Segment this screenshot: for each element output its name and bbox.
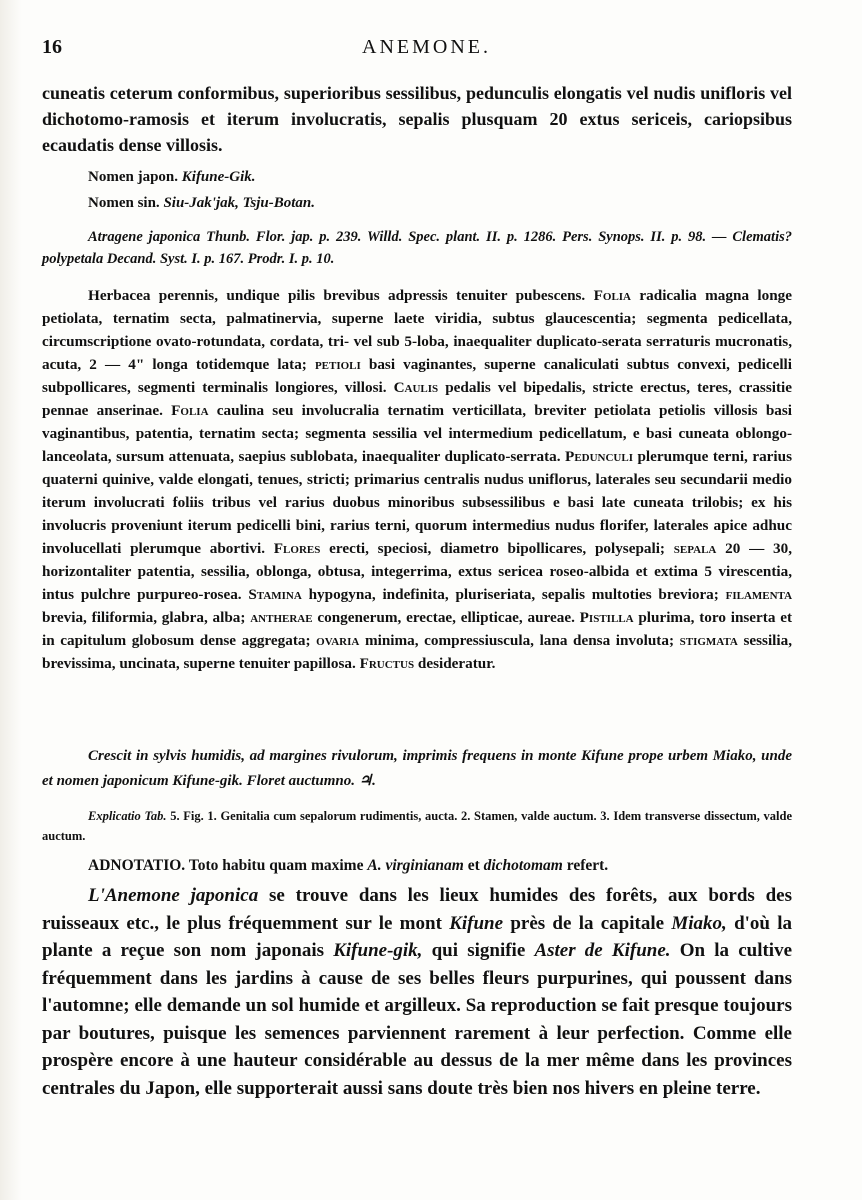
organ-label-antherae: antherae	[250, 609, 313, 626]
french-text: d'où la plante a reçue son nom japonais	[42, 912, 793, 961]
annotation-species: dichotomam	[483, 857, 563, 874]
desc-text: plurima, toro inserta et in capitulum globosum dense aggregata;	[42, 609, 793, 649]
running-title: ANEMONE.	[362, 36, 491, 58]
desc-text: hypogyna, indefinita, pluriseriata, sepalis multoties breviora;	[308, 586, 719, 603]
french-italic: Aster de Kifune.	[534, 940, 671, 961]
organ-label-stamina: Stamina	[248, 586, 302, 603]
latin-diagnosis-continuation: cuneatis ceterum conformibus, superioribus sessilibus, pedunculis elongatis vel nudis unifloris vel dichotomo-ramosis et iterum involucratis, sepalis plusquam 20 extus sericeis, cariopsibus ecaudatis dense villosis.	[42, 83, 792, 155]
french-paragraph	[42, 882, 792, 1102]
french-text: qui signifie	[431, 940, 526, 961]
annotation-text: refert.	[566, 857, 609, 874]
annotation-text: Toto habitu quam maxime	[188, 857, 364, 874]
desc-text: sessilia, brevissima, uncinata, superne tenuiter papillosa.	[42, 632, 793, 672]
japanese-name-line	[88, 164, 838, 190]
organ-label-petioli: petioli	[314, 356, 361, 373]
french-italic: Kifune-gik,	[333, 940, 423, 961]
french-italic: Miako,	[671, 912, 727, 934]
chinese-name-value: Siu-Jak'jak, Tsju-Botan.	[163, 195, 316, 211]
organ-label-filamenta: filamenta	[725, 586, 793, 603]
desc-text: basi vaginantes, superne canaliculati subtus convexi, pedicelli subpollicares, segmenti terminalis longiores, villosi.	[42, 356, 792, 396]
desc-text: radicalia magna longe petiolata, ternatim secta, palmatinervia, superne laete viridia, subtus glaucescentia; segmenta pedicellata, circumscriptione ovato-rotundata, cordata, tri- vel sub 5-loba, inaequaliter duplicato-serata serraturis mucronatis, acuta, 2 — 4" longa totidemque lata;	[42, 287, 793, 373]
annotation-species: A. virginianam	[367, 857, 464, 874]
plate-explanation	[42, 806, 792, 846]
organ-label-flores: Flores	[273, 540, 321, 557]
french-italic: Kifune	[449, 912, 504, 934]
organ-label-pedunculi: Pedunculi	[565, 448, 633, 465]
page-number: 16	[42, 36, 62, 58]
japanese-name-value: Kifune-Gik.	[181, 169, 256, 185]
organ-label-folia: Folia	[593, 287, 632, 304]
desc-text: minima, compressiuscula, lana densa involuta;	[364, 632, 674, 649]
organ-label-pistilla: Pistilla	[579, 609, 634, 626]
chinese-name-label: Nomen sin.	[88, 195, 160, 211]
organ-label-folia-caulina: Folia	[171, 402, 209, 419]
desc-text: 20 — 30, horizontaliter patentia, sessilia, oblonga, obtusa, integerrima, extus sericea roseo-albida et extima 5 virescentia, intus pulchre purpureo-rosea.	[42, 540, 793, 603]
organ-label-fructus: Fructus	[359, 655, 415, 672]
desc-text: Herbacea perennis, undique pilis brevibus adpressis tenuiter pubescens.	[88, 287, 586, 304]
vernacular-names	[88, 164, 838, 216]
organ-label-stigmata: stigmata	[679, 632, 738, 649]
annotation-label: ADNOTATIO.	[88, 857, 186, 874]
french-text: se trouve dans les lieux humides des forêts, aux bords des ruisseaux etc., le plus fréquemment sur le mont	[42, 885, 792, 934]
japanese-name-label: Nomen japon.	[88, 169, 179, 185]
french-text: près de la capitale	[510, 912, 665, 934]
description-paragraph	[42, 284, 792, 675]
plate-explanation-label: Explicatio Tab.	[88, 809, 167, 823]
desc-text: erecti, speciosi, diametro bipollicares, polysepali;	[329, 540, 665, 557]
desc-text: pedalis vel bipedalis, stricte erectus, teres, crassitie pennae anserinae.	[42, 379, 792, 419]
desc-text: plerumque terni, rarius quaterni quinive, valde elongati, tenues, stricti; primarius centralis nudus uniflorus, laterales seu secundarii medio iterum involucrati foliis tribus vel rarius duobus minoribus subsessilibus e basi late cuneata trilobis; ex his involucris proveniunt iterum pedicelli bini, rarius terni, quorum intermedius nudus florifer, laterales apice adhuc involucellati plerumque abortivi.	[42, 448, 792, 557]
desc-text: brevia, filiformia, glabra, alba;	[42, 609, 246, 626]
habitat-paragraph: Crescit in sylvis humidis, ad margines rivulorum, imprimis frequens in monte Kifune prope urbem Miako, unde et nomen japonicum Kifune-gik. Floret auctumno. ♃.	[42, 748, 792, 789]
plate-explanation-text: 5. Fig. 1. Genitalia cum sepalorum rudimentis, aucta. 2. Stamen, valde auctum. 3. Idem transverse dissectum, valde auctum.	[42, 809, 793, 843]
synonymy-paragraph: Atragene japonica Thunb. Flor. jap. p. 239. Willd. Spec. plant. II. p. 1286. Pers. Synops. II. p. 98. — Clematis? polypetala Decand. Syst. I. p. 167. Prodr. I. p. 10.	[42, 229, 792, 267]
annotation-text: et	[467, 857, 480, 874]
organ-label-sepala: sepala	[673, 540, 717, 557]
chinese-name-line	[88, 190, 838, 216]
french-italic: L'Anemone japonica	[88, 885, 259, 906]
desc-text: caulina seu involucralia ternatim verticillata, breviter petiolata petiolis villosis basi vaginantibus, patentia, ternatim secta; segmenta sessilia vel intermedium pedicellatum, e basi cuneata oblongo-lanceolata, sursum attenuata, saepius sublobata, inaequaliter duplicato-serrata.	[42, 402, 792, 465]
organ-label-ovaria: ovaria	[316, 632, 360, 649]
french-text: On la cultive fréquemment dans les jardins à cause de ses belles fleurs purpurines, qui poussent dans l'automne; elle demande un sol humide et argilleux. Sa reproduction se fait presque toujours par boutures, puisque les semences parviennent rarement à leur perfection. Comme elle prospère encore à une hauteur considérable au dessus de la mer même dans les provinces centrales du Japon, elle supporterait aussi sans doute très bien nos hivers en pleine terre.	[42, 940, 793, 1099]
annotation-paragraph	[88, 854, 792, 878]
organ-label-caulis: Caulis	[393, 379, 439, 396]
page-header	[42, 36, 802, 64]
desc-text: congenerum, erectae, ellipticae, aureae.	[317, 609, 575, 626]
desc-text: desideratur.	[417, 655, 496, 672]
page-edge-shading	[0, 0, 22, 1200]
